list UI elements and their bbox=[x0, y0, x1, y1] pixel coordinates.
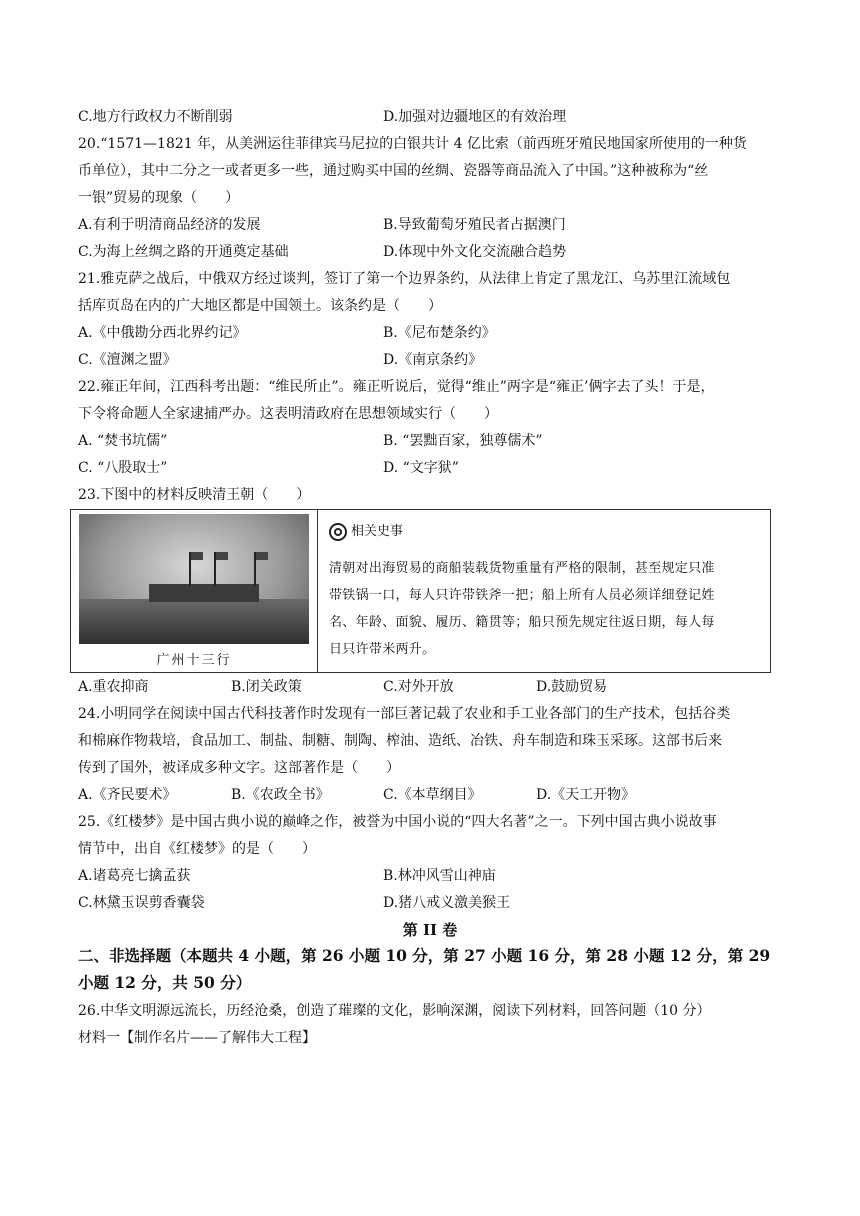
q21-options-row-2 bbox=[78, 350, 798, 370]
q23-stem: 23.下图中的材料反映清王朝（ ） bbox=[78, 487, 311, 503]
q25-option-c: C.林黛玉误剪香囊袋 bbox=[78, 895, 205, 911]
q22-stem-line-1: 22.雍正年间，江西科考出题：“维民所止”。雍正听说后，觉得“维止”两字是“雍正’俩字去了头！于是， bbox=[78, 379, 715, 395]
q20-option-a: A.有利于明清商品经济的发展 bbox=[78, 217, 261, 233]
q24-option-d: D.《天工开物》 bbox=[536, 787, 636, 803]
q22-stem-line-2: 下令将命题人全家逮捕严办。这表明清政府在思想领域实行（ ） bbox=[78, 406, 498, 422]
q23-option-d: D.鼓励贸易 bbox=[536, 679, 608, 695]
history-badge-icon bbox=[329, 523, 347, 541]
q21-stem-line-1: 21.雅克萨之战后，中俄双方经过谈判，签订了第一个边界条约，从法律上肯定了黑龙江、乌苏里江流域包 bbox=[78, 271, 731, 287]
q21-stem-line-2: 括库页岛在内的广大地区都是中国领土。该条约是（ ） bbox=[78, 298, 442, 314]
q20-option-c: C.为海上丝绸之路的开通奠定基础 bbox=[78, 244, 289, 260]
q22-option-b: B. “罢黜百家，独尊儒术” bbox=[383, 433, 543, 449]
q19-options bbox=[78, 107, 798, 127]
box-text-line-4: 日只许带米两升。 bbox=[329, 642, 436, 657]
box-heading bbox=[329, 520, 403, 541]
q23-option-c: C.对外开放 bbox=[383, 679, 454, 695]
box-text-line-1: 清朝对出海贸易的商船装载货物重量有严格的限制，甚至规定只准 bbox=[329, 561, 715, 576]
q23-options bbox=[78, 677, 798, 697]
photo-caption: 广州十三行 bbox=[156, 653, 232, 668]
q24-option-b: B.《农政全书》 bbox=[231, 787, 330, 803]
q22-option-c: C. “八股取士” bbox=[78, 460, 168, 476]
q24-options bbox=[78, 785, 798, 805]
q26-stem: 26.中华文明源远流长，历经沧桑，创造了璀璨的文化，影响深渊，阅读下列材料，回答问题（10 分） bbox=[78, 1003, 711, 1019]
q22-options-row-1 bbox=[78, 431, 798, 451]
q25-option-b: B.林冲风雪山神庙 bbox=[383, 868, 496, 884]
q25-option-d: D.猪八戒义激美猴王 bbox=[383, 895, 511, 911]
q19-option-d: D.加强对边疆地区的有效治理 bbox=[383, 109, 567, 125]
q22-option-d: D. “文字狱” bbox=[383, 460, 459, 476]
q25-options-row-1 bbox=[78, 866, 798, 886]
box-divider bbox=[317, 510, 318, 672]
q19-option-c: C.地方行政权力不断削弱 bbox=[78, 109, 233, 125]
q20-options-row-2 bbox=[78, 242, 798, 262]
q20-stem-line-3: 一银”贸易的现象（ ） bbox=[78, 190, 240, 206]
q22-option-a: A. “焚书坑儒” bbox=[78, 433, 168, 449]
q24-option-a: A.《齐民要术》 bbox=[78, 787, 177, 803]
q21-option-d: D.《南京条约》 bbox=[383, 352, 483, 368]
q24-stem-line-3: 传到了国外，被译成多种文字。这部著作是（ ） bbox=[78, 760, 400, 776]
q25-stem-line-2: 情节中，出自《红楼梦》的是（ ） bbox=[78, 841, 316, 857]
part-2-title: 第 II 卷 bbox=[402, 921, 458, 939]
q24-option-c: C.《本草纲目》 bbox=[383, 787, 482, 803]
q20-option-b: B.导致葡萄牙殖民者占据澳门 bbox=[383, 217, 566, 233]
q20-options-row-1 bbox=[78, 215, 798, 235]
q24-stem-line-1: 24.小明同学在阅读中国古代科技著作时发现有一部巨著记载了农业和手工业各部门的生产技术，包括谷类 bbox=[78, 706, 731, 722]
q22-options-row-2 bbox=[78, 458, 798, 478]
q25-options-row-2 bbox=[78, 893, 798, 913]
box-text-line-3: 名、年龄、面貌、履历、籍贯等；船只预先规定往返日期，每人每 bbox=[329, 615, 715, 630]
q21-options-row-1 bbox=[78, 323, 798, 343]
box-text bbox=[329, 555, 761, 663]
q21-option-b: B.《尼布楚条约》 bbox=[383, 325, 496, 341]
q26-material-1-heading: 材料一【制作名片——了解伟大工程】 bbox=[78, 1030, 316, 1046]
q24-stem-line-2: 和棉麻作物栽培，食品加工、制盐、制糖、制陶、榨油、造纸、冶铁、舟车制造和珠玉采琢。这部书后来 bbox=[78, 733, 722, 749]
q25-option-a: A.诸葛亮七擒孟获 bbox=[78, 868, 191, 884]
q21-option-c: C.《澶渊之盟》 bbox=[78, 352, 177, 368]
q23-option-a: A.重农抑商 bbox=[78, 679, 149, 695]
q20-stem-line-2: 币单位），其中二分之一或者更多一些，通过购买中国的丝绸、瓷器等商品流入了中国。”这种被称为“丝 bbox=[78, 163, 709, 179]
q23-material-box bbox=[70, 509, 771, 673]
canton-thirteen-hongs-photo bbox=[79, 514, 309, 644]
q20-stem-line-1: 20.“1571—1821 年，从美洲运往菲律宾马尼拉的白银共计 4 亿比索（前西班牙殖民地国家所使用的一种货 bbox=[78, 136, 747, 152]
q20-option-d: D.体现中外文化交流融合趋势 bbox=[383, 244, 567, 260]
box-text-line-2: 带铁锅一口，每人只许带铁斧一把；船上所有人员必须详细登记姓 bbox=[329, 588, 715, 603]
q23-option-b: B.闭关政策 bbox=[231, 679, 302, 695]
part-2-heading-line-2: 小题 12 分，共 50 分） bbox=[78, 973, 252, 992]
part-2-heading-line-1: 二、非选择题（本题共 4 小题，第 26 小题 10 分，第 27 小题 16 分，第 28 小题 12 分，第 29 bbox=[78, 946, 771, 965]
box-title: 相关史事 bbox=[351, 524, 404, 539]
q25-stem-line-1: 25.《红楼梦》是中国古典小说的巅峰之作，被誉为中国小说的“四大名著”之一。下列中国古典小说故事 bbox=[78, 814, 717, 830]
q21-option-a: A.《中俄勘分西北界约记》 bbox=[78, 325, 247, 341]
